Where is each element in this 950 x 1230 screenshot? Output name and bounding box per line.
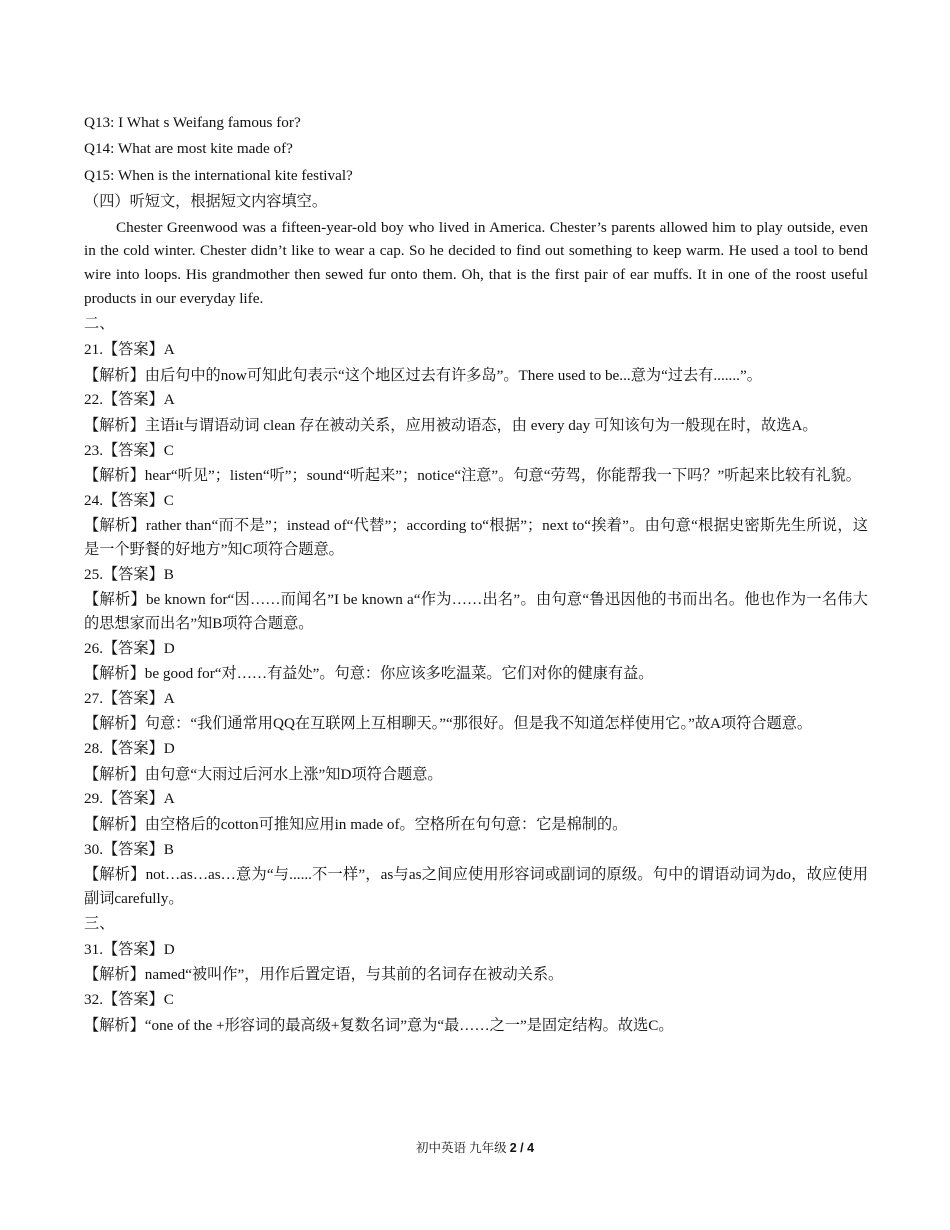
analysis-text: 【解析】rather than“而不是”；instead of“代替”；according to“根据”；next to“挨着”。由句意“根据史密斯先生所说，这是一个野餐的好地方”知C项符合题意。 [84,517,868,559]
answer-item-30 [84,837,868,911]
analysis-text: 【解析】主语it与谓语动词 clean 存在被动关系，应用被动语态，由 every day 可知该句为一般现在时，故选A。 [84,416,818,434]
section-heading-listening: （四）听短文，根据短文内容填空。 [84,193,327,211]
passage-paragraph: Chester Greenwood was a fifteen-year-old boy who lived in America. Chester’s parents allowed him to play outside, even in the cold winter. Chester didn’t like to wear a cap. So he decided to find out something to keep warm. He used a tool to bend wire into loops. His grandmother then sewed fur onto them. Oh, that is the first pair of ear muffs. It in one of the roost useful products in our everyday life. [84,218,868,308]
analysis-text: 【解析】be known for“因……而闻名”I be known a“作为……出名”。由句意“鲁迅因他的书而出名。他也作为一名伟大的思想家而出名”知B项符合题意。 [84,591,868,633]
answer-line: 24.【答案】C [84,491,174,509]
answer-item-27 [84,686,868,736]
answer-line: 31.【答案】D [84,941,175,959]
analysis-text: 【解析】由句意“大雨过后河水上涨”知D项符合题意。 [84,765,443,783]
analysis-text: 【解析】句意：“我们通常用QQ在互联网上互相聊天。”“那很好。但是我不知道怎样使用它。”故A项符合题意。 [84,715,813,733]
answer-item-31 [84,937,868,987]
answer-line: 23.【答案】C [84,441,174,459]
question-q13: Q13: I What s Weifang famous for? [84,114,301,131]
analysis-text: 【解析】“one of the +形容词的最高级+复数名词”意为“最……之一”是固定结构。故选C。 [84,1016,674,1034]
answer-line: 30.【答案】B [84,840,174,858]
answer-item-25 [84,562,868,636]
answer-line: 26.【答案】D [84,639,175,657]
section-label-two: 二、 [84,314,115,332]
analysis-text: 【解析】hear“听见”；listen“听”；sound“听起来”；notice“注意”。句意“劳驾，你能帮我一下吗？”听起来比较有礼貌。 [84,467,861,485]
question-q15: Q15: When is the international kite festival? [84,166,353,184]
page-footer [0,1138,950,1156]
section-label-three: 三、 [84,914,115,932]
answer-line: 21.【答案】A [84,341,175,359]
footer-text: 初中英语 九年级 [415,1141,510,1155]
document-body [84,110,868,1037]
analysis-text: 【解析】not…as…as…意为“与......不一样”，as与as之间应使用形容词或副词的原级。句中的谓语动词为do，故应使用副词carefully。 [84,866,868,907]
answer-item-24 [84,488,868,562]
page-number: 2 / 4 [509,1141,535,1155]
answer-item-22 [84,387,868,437]
answer-item-26 [84,636,868,686]
analysis-text: 【解析】由空格后的cotton可推知应用in made of。空格所在句句意：它是棉制的。 [84,815,628,833]
answer-item-21 [84,337,868,387]
analysis-text: 【解析】be good for“对……有益处”。句意：你应该多吃温菜。它们对你的健康有益。 [84,665,654,683]
answer-item-28 [84,736,868,786]
analysis-text: 【解析】named“被叫作”，用作后置定语，与其前的名词存在被动关系。 [84,966,564,984]
answer-line: 27.【答案】A [84,690,175,708]
answer-item-23 [84,438,868,488]
answer-item-29 [84,786,868,836]
analysis-text: 【解析】由后句中的now可知此句表示“这个地区过去有许多岛”。There used to be...意为“过去有.......”。 [84,366,762,384]
answer-line: 25.【答案】B [84,565,174,583]
answer-line: 22.【答案】A [84,391,175,409]
answer-line: 29.【答案】A [84,790,175,808]
answer-item-32 [84,987,868,1037]
answer-line: 32.【答案】C [84,991,174,1009]
question-q14: Q14: What are most kite made of? [84,140,293,158]
answer-line: 28.【答案】D [84,740,175,758]
